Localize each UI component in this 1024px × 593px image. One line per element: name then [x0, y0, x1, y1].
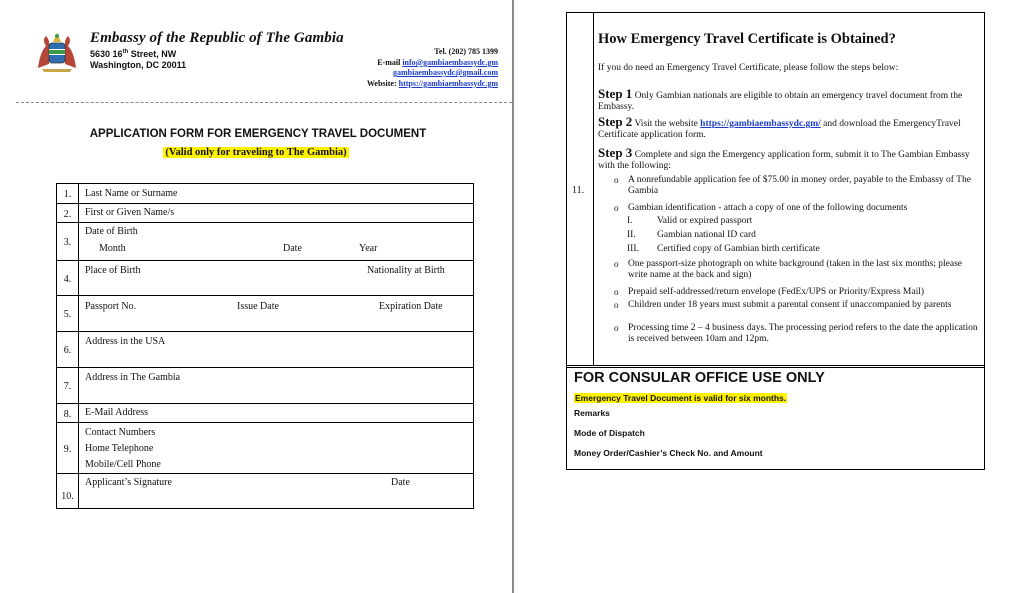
address-line1: 5630 16th Street, NW: [90, 49, 177, 59]
box-divider: [567, 365, 984, 366]
instructions-box: 11. How Emergency Travel Certificate is Obtained? If you do need an Emergency Travel Certificate, please follow the steps below: Step 1 Only Gambian nationals are eligible to obtain an emergency travel document from the Embassy. Step 2 Visit the website https://gambiaembassydc.gm/ and download the EmergencyTravel Certificate application form. Step 3 Complete and sign the Emergency application form, submit it to The Gambian Embassy with the following: o A nonrefundable application fee of $75.00 in money order, payable to the Embassy of The Gambia o Gambian identification - attach a copy of one of the following documents I. Valid or expired passport II. Gambian national ID card III. Certified copy of Gambian birth certificate o One passport-size photograph on white background (taken in the last six months; please write name at the back and sign) o Prepaid self-addressed/return envelope (FedEx/UPS or Priority/Express Mail) o Children under 18 years must submit a parental consent if unaccompanied by parents o Processing time 2 – 4 business days. The processing period refers to the date the application is received between 10am and 12pm. FOR CONSULAR OFFICE USE ONLY Emergency Travel Document is valid for six months. Remarks Mode of Dispatch Money Order/Cashier’s Check No. and Amount: [566, 12, 985, 470]
last-name-label: Last Name or Surname: [85, 188, 178, 199]
form-row-10[interactable]: [57, 474, 474, 509]
place-of-birth-label: Place of Birth: [85, 265, 141, 276]
row-number: 1.: [57, 184, 79, 204]
year-label: Year: [359, 243, 378, 254]
passport-no-label: Passport No.: [85, 301, 137, 312]
mobile-phone-label: Mobile/Cell Phone: [85, 459, 161, 470]
form-row-6[interactable]: [57, 332, 474, 368]
form-subtitle: (Valid only for traveling to The Gambia): [165, 147, 347, 158]
website-link[interactable]: https://gambiaembassydc.gm: [398, 79, 498, 88]
email-link-2[interactable]: gambiaembassydc@gmail.com: [393, 68, 498, 77]
date-label: Date: [283, 243, 302, 254]
form-row-9[interactable]: [57, 423, 474, 474]
dob-label: Date of Birth: [85, 226, 138, 237]
form-row-4[interactable]: [57, 261, 474, 296]
gambia-coat-of-arms-icon: [34, 28, 80, 74]
remarks-label: Remarks: [574, 408, 610, 418]
form-row-5[interactable]: [57, 296, 474, 332]
website-download-link[interactable]: https://gambiaembassydc.gm/: [700, 119, 821, 129]
first-name-label: First or Given Name/s: [85, 207, 175, 218]
row-11-number-cell: [567, 13, 594, 365]
step-3: Step 3 Complete and sign the Emergency application form, submit it to The Gambian Embassy with the following:: [598, 145, 970, 171]
row-number: 9.: [57, 423, 79, 474]
expiration-date-label: Expiration Date: [379, 301, 443, 312]
row-number: 6.: [57, 332, 79, 368]
form-row-7[interactable]: [57, 368, 474, 404]
row-number: 3.: [57, 223, 79, 261]
dispatch-label: Mode of Dispatch: [574, 428, 645, 438]
nationality-label: Nationality at Birth: [367, 265, 445, 276]
row-number: 10.: [57, 474, 79, 509]
contact-numbers-label: Contact Numbers: [85, 427, 156, 438]
row-number: 11.: [572, 185, 585, 196]
email-link-1[interactable]: info@gambiaembassydc.gm: [402, 58, 498, 67]
form-row-1[interactable]: [57, 184, 474, 204]
row-number: 4.: [57, 261, 79, 296]
row-number: 8.: [57, 404, 79, 423]
validity-note: Emergency Travel Document is valid for six months.: [575, 393, 787, 403]
form-title: APPLICATION FORM FOR EMERGENCY TRAVEL DOCUMENT: [89, 128, 427, 140]
form-row-2[interactable]: [57, 204, 474, 223]
address-line2: Washington, DC 20011: [90, 60, 187, 70]
signature-date-label: Date: [391, 477, 410, 488]
issue-date-label: Issue Date: [237, 301, 279, 312]
website-line: Website: https://gambiaembassydc.gm: [366, 79, 498, 88]
instructions-intro: If you do need an Emergency Travel Certificate, please follow the steps below:: [598, 63, 899, 73]
email-address-label: E-Mail Address: [85, 407, 149, 418]
row-number: 2.: [57, 204, 79, 223]
home-telephone-label: Home Telephone: [85, 443, 154, 454]
email-line: E-mail info@gambiaembassydc.gm: [377, 58, 498, 67]
form-row-3[interactable]: [57, 223, 474, 261]
divider: [16, 102, 512, 103]
instructions-heading: How Emergency Travel Certificate is Obtained?: [598, 31, 896, 47]
application-form-table: [56, 183, 474, 509]
address-usa-label: Address in the USA: [85, 336, 166, 347]
consular-title: FOR CONSULAR OFFICE USE ONLY: [574, 370, 825, 386]
money-order-label: Money Order/Cashier’s Check No. and Amount: [574, 448, 763, 458]
address-gambia-label: Address in The Gambia: [85, 372, 181, 383]
row-number: 5.: [57, 296, 79, 332]
telephone: Tel. (202) 785 1399: [434, 47, 498, 56]
box-divider-2: [567, 367, 984, 368]
month-label: Month: [99, 243, 126, 254]
form-row-8[interactable]: [57, 404, 474, 423]
step-1: Step 1 Only Gambian nationals are eligible to obtain an emergency travel document from the Embassy.: [598, 86, 963, 112]
step-2: Step 2 Visit the website https://gambiaembassydc.gm/ and download the EmergencyTravel Certificate application form.: [598, 114, 961, 140]
email-line-2: [393, 68, 498, 77]
page-right: [514, 0, 1024, 593]
signature-label: Applicant’s Signature: [85, 477, 172, 488]
row-number: 7.: [57, 368, 79, 404]
embassy-name: Embassy of the Republic of The Gambia: [90, 30, 344, 46]
